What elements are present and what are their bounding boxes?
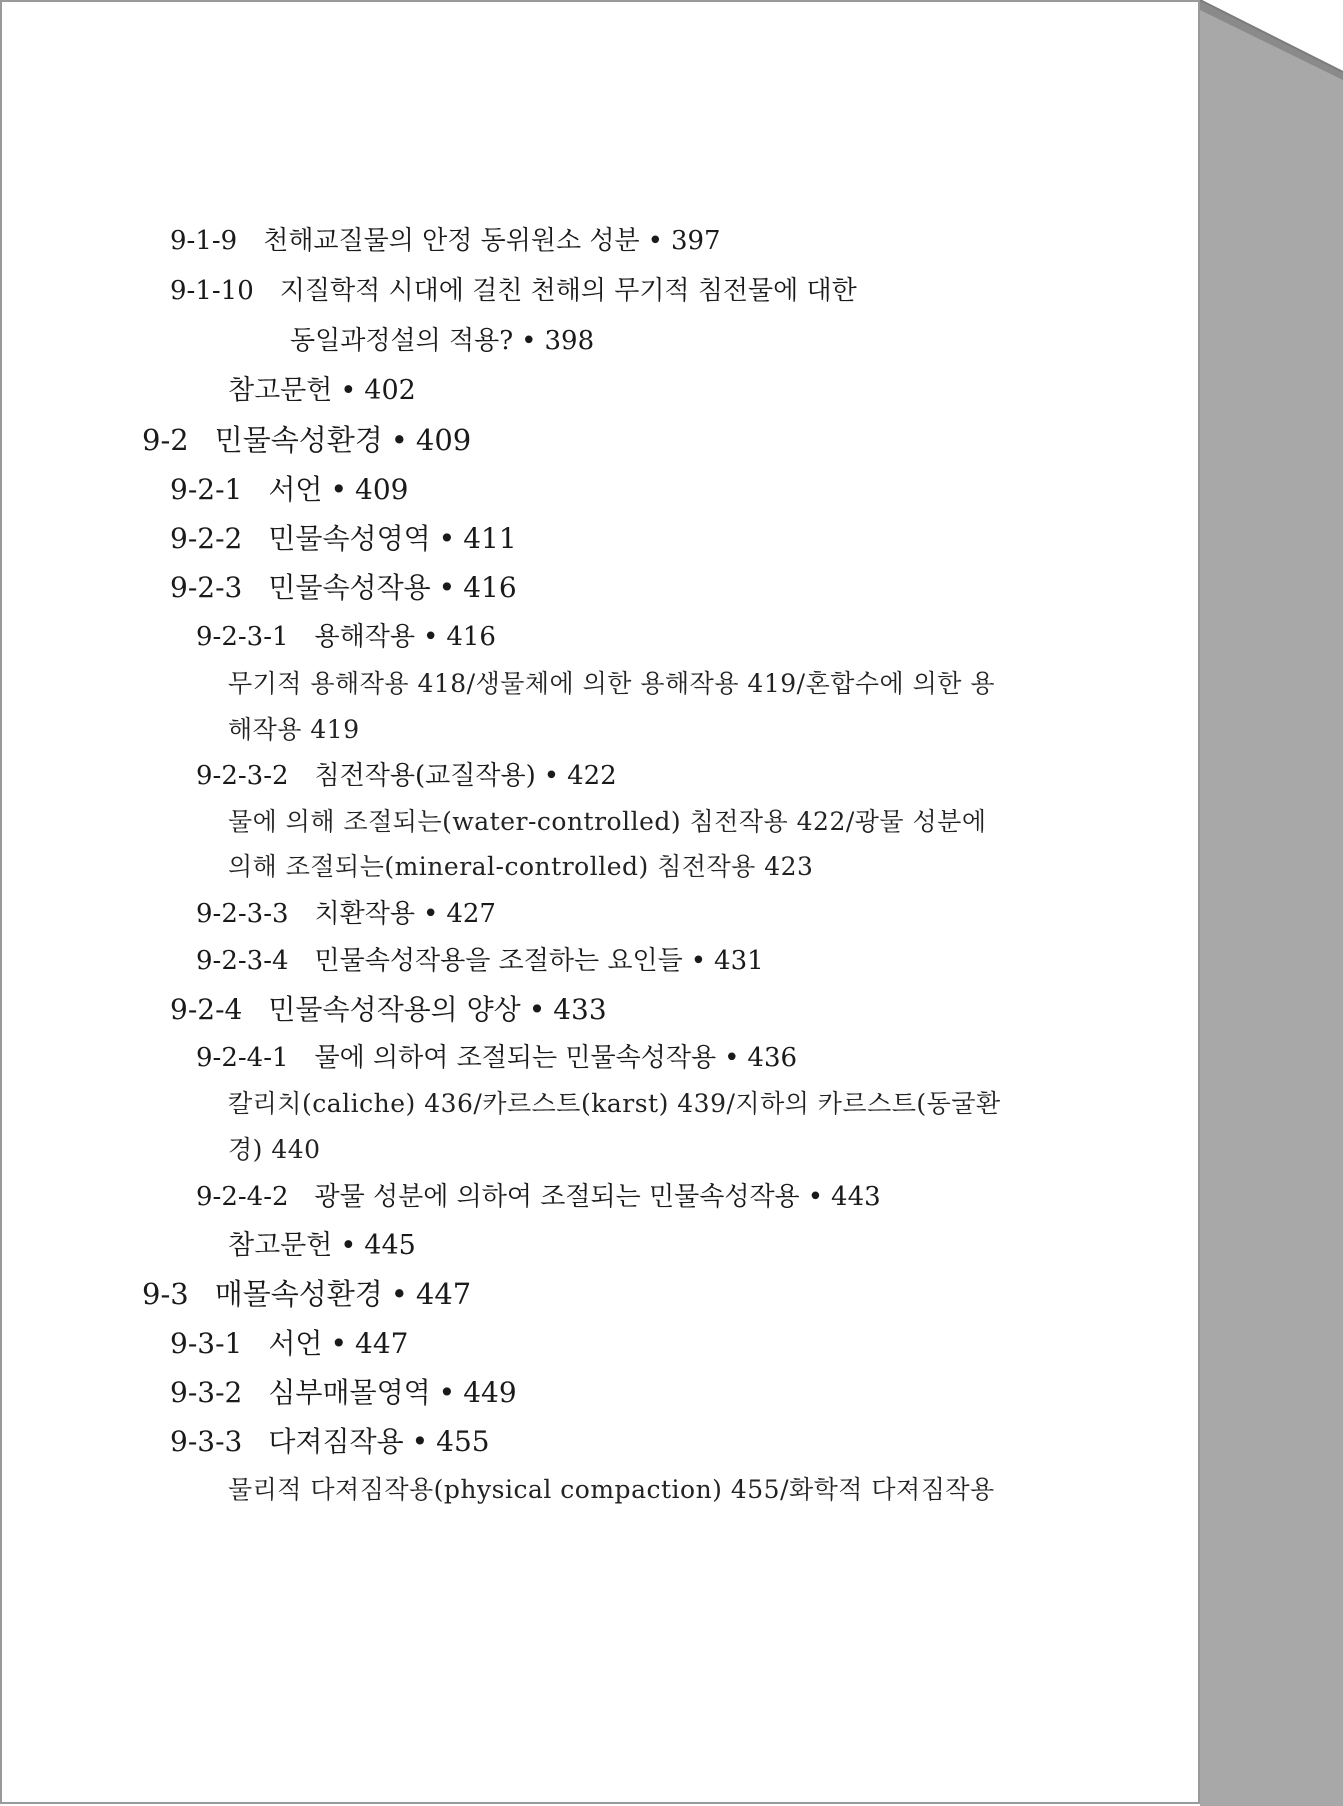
section-title: 치환작용 [314,899,415,929]
section-number: 9-1-9 [170,226,238,256]
toc-entry-9-1-10 [170,270,857,307]
page-number: 445 [364,1230,416,1261]
toc-subtopics-line [228,847,813,883]
section-title: 천해교질물의 안정 동위원소 성분 [263,226,640,256]
separator: • [438,522,456,555]
toc-subtopics-line [228,1084,1001,1120]
separator: • [724,1043,740,1073]
toc-entry-9-2-4-1 [196,1037,797,1074]
section-title: 심부매몰영역 [268,1376,431,1409]
separator: • [411,1425,429,1458]
toc-subtopics-line [228,1130,321,1166]
section-title: 광물 성분에 의하여 조절되는 민물속성작용 [314,1182,800,1212]
separator: • [340,1230,357,1261]
separator: • [330,473,347,506]
page-number: 447 [355,1327,409,1360]
toc-entry-9-2-3-4 [196,940,764,977]
separator: • [543,761,560,791]
separator: • [390,1277,408,1311]
toc-subtopics-line [228,710,360,746]
section-number: 9-2-3-1 [196,622,289,652]
section-number: 9-1-10 [170,276,254,306]
section-number: 9-3-3 [170,1425,243,1458]
toc-entry-9-2 [142,418,471,459]
separator: • [528,993,546,1026]
section-number: 9-2-3-4 [196,946,289,976]
section-title: 민물속성환경 [214,423,383,457]
toc-entry-9-1-9 [170,220,721,257]
page-number: 411 [463,522,517,555]
section-number: 9-2-4 [170,993,243,1026]
section-title: 침전작용(교질작용) [314,761,536,791]
page-number: 422 [567,761,617,791]
section-title: 동일과정설의 적용? [290,326,514,356]
separator: • [340,375,357,406]
section-number: 9-3-2 [170,1376,243,1409]
subtopic-text: 물리적 다져짐작용(physical compaction) 455/화학적 다져짐작용 [228,1475,995,1504]
separator: • [647,226,663,256]
toc-entry-9-3-2 [170,1371,517,1411]
page-number: 427 [446,899,496,929]
toc-entry-9-2-4 [170,988,607,1028]
subtopic-text: 칼리치(caliche) 436/카르스트(karst) 439/지하의 카르스트(동굴환 [228,1089,1001,1118]
page-number: 397 [670,226,721,256]
section-title: 용해작용 [314,622,415,652]
toc-subtopics-line [228,802,986,838]
subtopic-text: 무기적 용해작용 418/생물체에 의한 용해작용 419/혼합수에 의한 용 [228,669,996,698]
subtopic-text: 의해 조절되는(mineral-controlled) 침전작용 423 [228,852,814,881]
subtopic-text: 경) 440 [228,1135,321,1164]
separator: • [807,1182,824,1212]
page-number: 447 [415,1277,472,1311]
section-number: 9-2-2 [170,522,243,555]
toc-entry-9-2-3-1 [196,616,496,653]
section-number: 9-3-1 [170,1327,243,1360]
page-number: 455 [436,1425,490,1458]
toc-entry-references-1 [228,368,416,407]
toc-subtopics-line [228,664,995,700]
page-number: 436 [747,1043,798,1073]
toc-subtopics-line [228,1470,995,1506]
separator: • [423,622,439,652]
toc-entry-9-2-3-2 [196,755,617,792]
section-title: 물에 의하여 조절되는 민물속성작용 [314,1043,717,1073]
separator: • [690,946,707,976]
toc-entry-9-3-3 [170,1420,490,1460]
section-title: 다져짐작용 [268,1425,404,1458]
separator: • [390,423,408,457]
page-number: 449 [463,1376,517,1409]
section-number: 9-2-3-2 [196,761,289,791]
page-number: 416 [446,622,496,652]
section-title: 민물속성영역 [268,522,431,555]
section-title: 서언 [268,473,323,506]
section-title: 참고문헌 [228,375,333,406]
separator: • [438,1376,456,1409]
section-number: 9-2-4-2 [196,1182,289,1212]
section-number: 9-2-3-3 [196,899,289,929]
section-title: 지질학적 시대에 걸친 천해의 무기적 침전물에 대한 [279,276,857,306]
separator: • [521,326,537,356]
toc-entry-9-2-2 [170,517,517,557]
toc-entry-9-2-4-2 [196,1176,881,1213]
page-number: 402 [364,375,416,406]
toc-entry-9-3-1 [170,1322,408,1362]
section-title: 참고문헌 [228,1230,333,1261]
section-number: 9-3 [142,1277,189,1311]
section-title: 민물속성작용의 양상 [268,993,521,1026]
subtopic-text: 물에 의해 조절되는(water-controlled) 침전작용 422/광물 성분에 [228,807,987,836]
toc-entry-9-2-3-3 [196,893,496,930]
section-title: 서언 [268,1327,323,1360]
page-number: 398 [544,326,595,356]
section-number: 9-2-4-1 [196,1043,289,1073]
section-title: 매몰속성환경 [214,1277,383,1311]
section-number: 9-2-1 [170,473,243,506]
section-number: 9-2 [142,423,189,457]
toc-entry-9-2-3 [170,566,517,606]
toc-entry-9-2-1 [170,468,408,508]
toc-entry-references-2 [228,1223,416,1262]
toc-entry-9-1-10-cont [290,320,594,357]
separator: • [438,571,456,604]
section-title: 민물속성작용 [268,571,431,604]
separator: • [423,899,439,929]
page-number: 409 [415,423,472,457]
page-number: 409 [355,473,409,506]
page-number: 433 [553,993,607,1026]
page-number: 431 [714,946,764,976]
subtopic-text: 해작용 419 [228,715,360,744]
separator: • [330,1327,347,1360]
page-number: 416 [463,571,517,604]
toc-entry-9-3 [142,1272,471,1313]
section-title: 민물속성작용을 조절하는 요인들 [314,946,683,976]
page-number: 443 [831,1182,881,1212]
section-number: 9-2-3 [170,571,243,604]
